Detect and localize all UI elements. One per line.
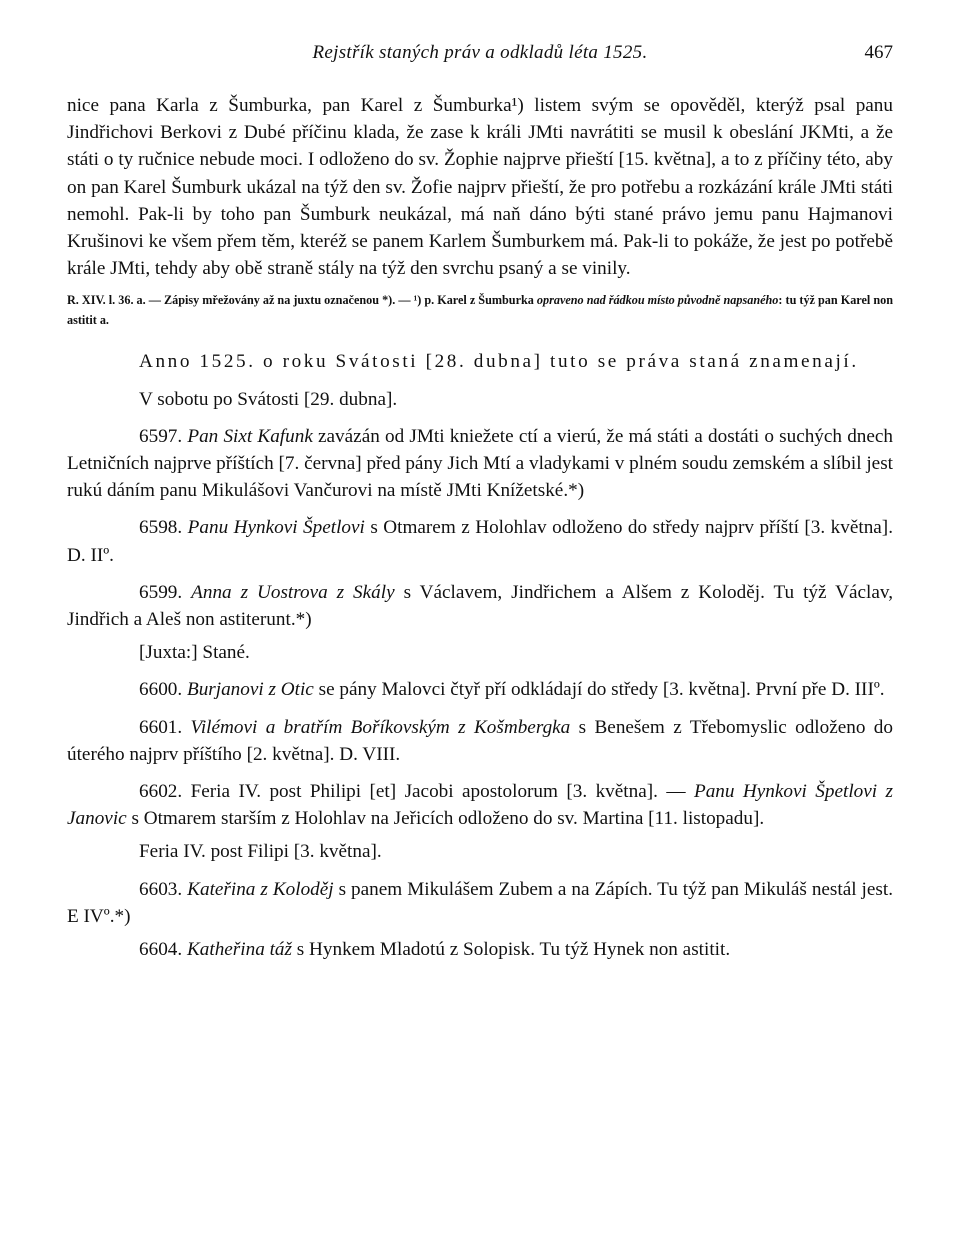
entry-number: 6598.	[139, 517, 183, 539]
entry-party: Anna z Uostrova z Skály	[191, 581, 395, 603]
entry-party: Burjanovi z Otic	[186, 679, 314, 701]
entry-party: Vilémovi a bratřím Boříkovským z Košmbergka	[190, 716, 571, 738]
entry-text: zavázán od JMti kniežete ctí a vierú, že má státi a dostáti o suchých dnech Letničních najprve příštích [7. června] před pány Jich Mtí a vladykami v plném soudu zemském a slíbil jest rukú dáním panu Mikulášovi Vančurovi na místě JMti Knížetské.*)	[67, 425, 894, 502]
entry-text: s Hynkem Mladotú z Solopisk. Tu týž Hynek non astitit.	[291, 939, 731, 961]
entry-text: s panem Mikulášem Zubem a na Zápích. Tu týž pan Mikuláš nestál jest. E IVº.*)	[67, 878, 894, 927]
entry-number: 6601.	[139, 716, 183, 738]
running-title: Rejstřík staných práv a odkladů léta 1525.	[312, 42, 648, 63]
entry-6598	[67, 514, 893, 568]
entry-number: 6602.	[139, 781, 183, 803]
entry-6599	[67, 579, 893, 633]
entry-6601	[67, 714, 893, 768]
entry-text: s Václavem, Jindřichem a Alšem z Koloděj. Tu týž Václav, Jindřich a Aleš non astiterunt.*)	[67, 581, 893, 631]
note-part-3: : tu týž pan Karel non astitit a.	[67, 293, 893, 328]
entry-6602	[67, 778, 893, 832]
entry-party: Pan Sixt Kafunk	[187, 425, 313, 447]
section-heading: Anno 1525. o roku Svátosti [28. dubna] tuto se práva staná znamenají.	[139, 351, 859, 373]
entry-6602-feria: Feria IV. post Filipi [3. května].	[139, 841, 382, 863]
footnote-note	[67, 290, 893, 330]
intro-paragraph: nice pana Karla z Šumburka, pan Karel z Šumburka¹) listem svým se opověděl, kterýž psal panu Jindřichovi Berkovi z Dubé příčinu klada, že zase k králi JMti navrátiti se musil k obeslání JKMti, a že státi o ty ručnice nebude moci. I odloženo do sv. Žophie najprve přieští [15. května], a to z příčiny této, aby on pan Karel Šumburk ukázal na týž den sv. Žofie najprv přieští, že pro potřebu a rozkázání krále JMti státi nemohl. Pak-li by toho pan Šumburk neukázal, má naň dáno býti stané právo jemu panu Hajmanovi Krušinovi ke všem přem těm, kteréž se panem Karlem Šumburkem má. Pak-li to pokáže, že jest po potřebě krále JMti, tehdy aby obě straně stály na týž den svrchu psaný a se vinily.	[67, 95, 893, 280]
entry-party: Panu Hynkovi Špetlovi z Janovic	[67, 781, 893, 830]
entry-party: Panu Hynkovi Špetlovi	[187, 517, 365, 539]
entry-text: s Benešem z Třebomyslic odloženo do úterého najprv příštího [2. května]. D. VIII.	[67, 716, 893, 765]
note-part-1: R. XIV. l. 36. a. — Zápisy mřežovány až na juxtu označenou *). — ¹) p. Karel z Šumburka	[67, 293, 537, 308]
entry-number: 6603.	[139, 878, 183, 900]
entry-6597	[67, 423, 893, 505]
entry-6603	[67, 876, 893, 930]
page-header	[67, 38, 893, 68]
entry-6604	[67, 936, 893, 963]
entry-preamble: Feria IV. post Philipi [et] Jacobi apostolorum [3. května]. —	[182, 781, 694, 803]
entry-party: Kateřina z Koloděj	[187, 878, 334, 900]
entry-text: s Otmarem z Holohlav odloženo do středy najprv příští [3. května]. D. IIº.	[67, 517, 893, 566]
entry-6600	[67, 676, 893, 703]
entry-number: 6599.	[139, 581, 183, 603]
note-part-2: opraveno nad řádkou místo původně napsaného	[536, 293, 779, 308]
entry-party: Katheřina táž	[186, 939, 292, 961]
entry-number: 6597.	[139, 425, 183, 447]
date-line: V sobotu po Svátosti [29. dubna].	[139, 388, 398, 410]
page-number: 467	[864, 42, 893, 63]
entry-number: 6600.	[139, 679, 183, 701]
entry-text: se pány Malovci čtyř pří odkládají do středy [3. května]. První pře D. IIIº.	[313, 679, 885, 701]
entry-text: s Otmarem starším z Holohlav na Jeřicích odloženo do sv. Martina [11. listopadu].	[126, 808, 765, 830]
entry-6599-juxta: [Juxta:] Stané.	[139, 642, 250, 664]
document-page	[67, 38, 893, 963]
entry-number: 6604.	[139, 939, 183, 961]
